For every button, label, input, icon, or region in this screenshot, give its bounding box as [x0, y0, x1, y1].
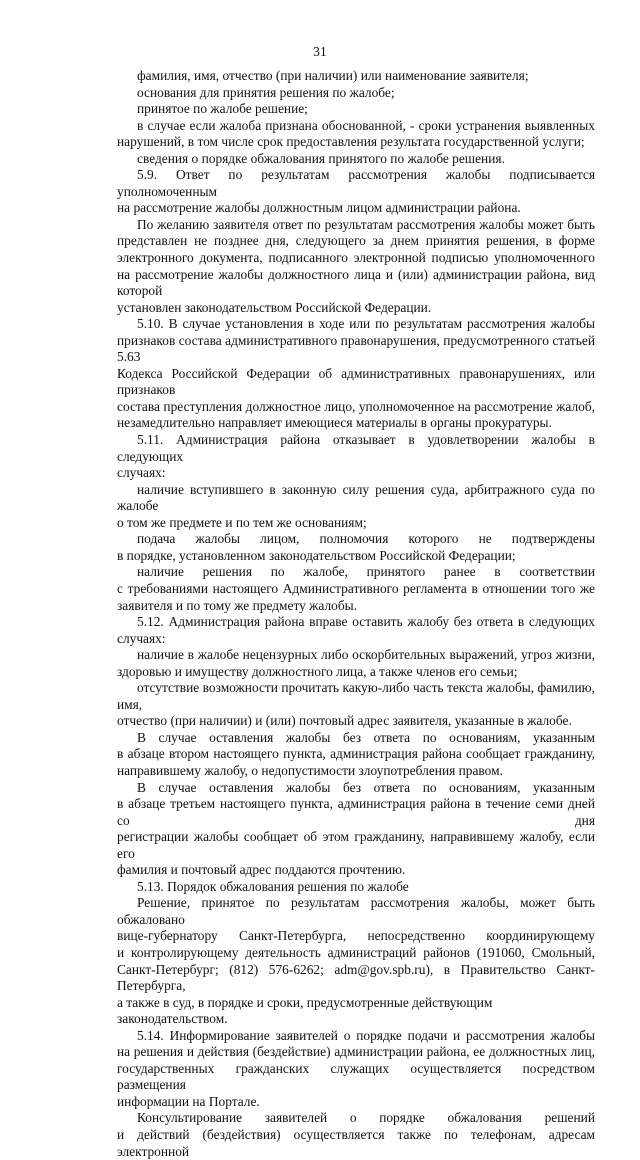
text-line: основания для принятия решения по жалобе;: [137, 84, 395, 100]
paragraph: [117, 647, 595, 680]
text-line: представлен не позднее дня, следующего за днем принятия решения, в форме: [117, 233, 595, 249]
text-line: Санкт-Петербург; (812) 576-6262; adm@gov.spb.ru), в Правительство Санкт-Петербурга,: [117, 961, 595, 994]
text-line: на рассмотрение жалобы должностного лица и (или) администрации района, вид которой: [117, 266, 595, 299]
text-line: 5.14. Информирование заявителей о порядке подачи и рассмотрения жалобы: [137, 1027, 595, 1043]
text-line: принятое по жалобе решение;: [137, 101, 308, 117]
text-line: информации на Портале.: [117, 1093, 260, 1109]
text-line: наличие в жалобе нецензурных либо оскорбительных выражений, угроз жизни,: [137, 647, 595, 663]
text-line: В случае оставления жалобы без ответа по основаниям, указанным: [137, 779, 595, 795]
paragraph: [117, 614, 595, 647]
page-number: 31: [313, 44, 327, 59]
text-line: случаях:: [117, 465, 166, 481]
text-line: 5.13. Порядок обжалования решения по жалобе: [137, 878, 409, 894]
text-line: 5.11. Администрация района отказывает в удовлетворении жалобы в следующих: [117, 432, 595, 464]
text-line: заявителя и по тому же предмету жалобы.: [117, 597, 358, 613]
text-line: отсутствие возможности прочитать какую-либо часть текста жалобы, фамилию, имя,: [117, 680, 595, 712]
text-line: нарушений, в том числе срок предоставления результата государственной услуги;: [117, 134, 585, 150]
text-line: государственных гражданских служащих осуществляется посредством размещения: [117, 1060, 595, 1093]
paragraph: [117, 217, 595, 316]
text-line: в абзаце третьем настоящего пункта, администрация района в течение семи дней со дня: [117, 796, 595, 828]
text-line: в абзаце втором настоящего пункта, администрация района сообщает гражданину,: [117, 746, 595, 762]
text-line: Кодекса Российской Федерации об административных правонарушениях, или признаков: [117, 365, 595, 398]
paragraph: [117, 895, 595, 1027]
paragraph: [117, 101, 595, 118]
text-line: отчество (при наличии) и (или) почтовый адрес заявителя, указанные в жалобе.: [117, 713, 572, 729]
text-line: случаях:: [117, 630, 166, 646]
text-line: 5.10. В случае установления в ходе или по результатам рассмотрения жалобы: [137, 316, 595, 332]
text-line: В случае оставления жалобы без ответа по основаниям, указанным: [137, 729, 595, 745]
text-line: фамилия и почтовый адрес поддаются прочтению.: [117, 862, 406, 878]
text-line: с требованиями настоящего Административного регламента в отношении того же: [117, 580, 595, 596]
text-line: направившему жалобу, о недопустимости злоупотребления правом.: [117, 762, 503, 778]
text-line: электронного документа, подписанного электронной подписью уполномоченного: [117, 250, 595, 266]
paragraph: [117, 1110, 595, 1160]
paragraph: [117, 1028, 595, 1111]
text-line: на решения и действия (бездействие) администрации района, ее должностных лиц,: [117, 1044, 595, 1060]
text-line: фамилия, имя, отчество (при наличии) или наименование заявителя;: [137, 68, 529, 83]
text-line: в случае если жалоба признана обоснованной, - сроки устранения выявленных: [137, 117, 595, 133]
paragraph: [117, 118, 595, 151]
paragraph: [117, 167, 595, 217]
text-line: и контролирующему деятельность администраций районов (191060, Смольный,: [117, 944, 595, 960]
text-line: незамедлительно направляет имеющиеся материалы в органы прокуратуры.: [117, 415, 552, 431]
text-line: сведения о порядке обжалования принятого по жалобе решения.: [137, 150, 505, 166]
text-line: установлен законодательством Российской Федерации.: [117, 299, 432, 315]
paragraph: [117, 432, 595, 482]
text-line: наличие вступившего в законную силу решения суда, арбитражного суда по жалобе: [117, 481, 595, 514]
paragraph: [117, 730, 595, 780]
text-line: состава преступления должностное лицо, уполномоченное на рассмотрение жалоб,: [117, 398, 595, 414]
document-body: [117, 68, 595, 1160]
text-line: вице-губернатору Санкт-Петербурга, непосредственно координирующему: [117, 928, 595, 944]
text-line: Консультирование заявителей о порядке обжалования решений: [137, 1110, 595, 1126]
paragraph: [117, 531, 595, 564]
paragraph: [117, 316, 595, 432]
text-line: в порядке, установленном законодательством Российской Федерации;: [117, 547, 516, 563]
text-line: По желанию заявителя ответ по результатам рассмотрения жалобы может быть: [137, 216, 595, 232]
text-line: здоровью и имуществу должностного лица, а также членов его семьи;: [117, 663, 518, 679]
text-line: а также в суд, в порядке и сроки, предусмотренные действующим законодательством.: [117, 994, 493, 1027]
paragraph: [117, 151, 595, 168]
paragraph: [117, 780, 595, 879]
paragraph: [117, 879, 595, 896]
paragraph: [117, 680, 595, 730]
paragraph: [117, 85, 595, 102]
paragraph: [117, 482, 595, 532]
text-line: подача жалобы лицом, полномочия которого не подтверждены: [137, 531, 595, 547]
text-line: о том же предмете и по тем же основаниям;: [117, 514, 367, 530]
paragraph: [117, 68, 595, 85]
text-line: 5.9. Ответ по результатам рассмотрения жалобы подписывается уполномоченным: [117, 167, 595, 199]
text-line: на рассмотрение жалобы должностным лицом администрации района.: [117, 200, 521, 216]
text-line: признаков состава административного правонарушения, предусмотренного статьей 5.63: [117, 332, 595, 365]
paragraph: [117, 564, 595, 614]
text-line: 5.12. Администрация района вправе оставить жалобу без ответа в следующих: [137, 614, 595, 630]
text-line: Решение, принятое по результатам рассмотрения жалобы, может быть обжаловано: [117, 895, 595, 927]
text-line: регистрации жалобы сообщает об этом гражданину, направившему жалобу, если его: [117, 829, 595, 861]
text-line: наличие решения по жалобе, принятого ранее в соответствии: [137, 564, 595, 580]
text-line: и действий (бездействия) осуществляется также по телефонам, адресам электронной: [117, 1127, 595, 1159]
